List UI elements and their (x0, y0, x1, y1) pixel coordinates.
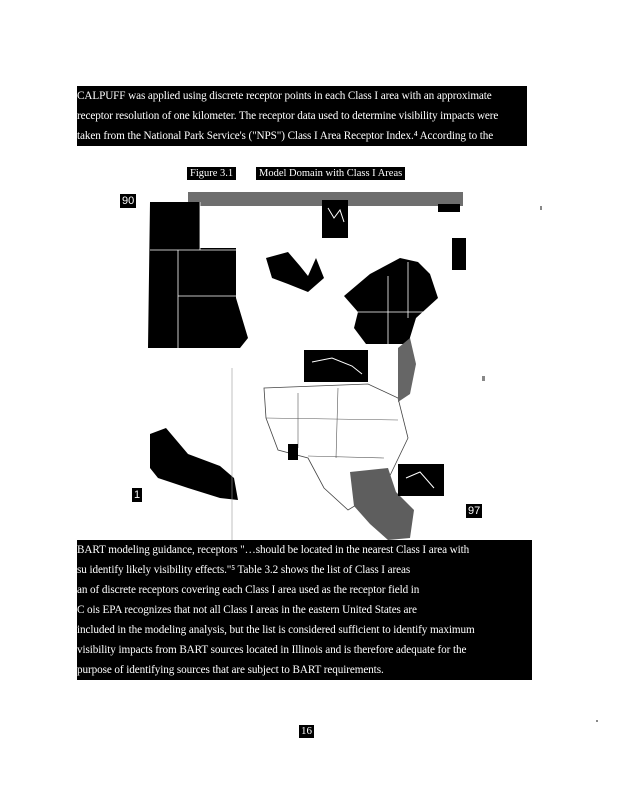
scan-speck (540, 206, 542, 210)
scan-speck (482, 376, 485, 381)
appalachian-region (398, 338, 416, 402)
top-paragraph-line: taken from the National Park Service's ("NPS") Class I Area Receptor Index.⁴ According to the (77, 130, 494, 142)
top-paragraph (77, 86, 527, 146)
bottom-paragraph-line: purpose of identifying sources that are subject to BART requirements. (77, 664, 384, 676)
map-label-bottom-right: 97 (468, 505, 481, 517)
west-states-block (148, 202, 248, 348)
bottom-paragraph-line: su identify likely visibility effects."⁵ Table 3.2 shows the list of Class I areas (77, 564, 411, 576)
map-label-bottom-left: 1 (134, 489, 141, 501)
small-marker-box (288, 444, 298, 460)
model-domain-map (122, 188, 481, 540)
page-number: 16 (301, 725, 312, 737)
inset-box-middle (304, 350, 368, 382)
bottom-paragraph (77, 540, 532, 680)
east-edge-block (452, 238, 466, 270)
inset-box-top (322, 200, 348, 238)
figure-caption-text: Model Domain with Class I Areas (256, 167, 405, 180)
inset-box-topright (438, 204, 460, 212)
map-label-top-left: 90 (122, 195, 135, 207)
top-paragraph-line: receptor resolution of one kilometer. The receptor data used to determine visibility impacts were (77, 110, 499, 122)
figure-caption-number: Figure 3.1 (187, 167, 236, 180)
top-paragraph-line: CALPUFF was applied using discrete receptor points in each Class I area with an approximate (77, 90, 492, 102)
bottom-paragraph-line: BART modeling guidance, receptors "…should be located in the nearest Class I area with (77, 544, 470, 556)
inset-box-bottomright (398, 464, 444, 496)
northeast-block (344, 258, 438, 344)
bottom-paragraph-line: C ois EPA recognizes that not all Class I areas in the eastern United States are (77, 604, 417, 616)
bottom-paragraph-line: included in the modeling analysis, but the list is considered sufficient to identify maximum (77, 624, 475, 636)
southwest-block (150, 428, 238, 500)
scan-speck (596, 720, 598, 722)
bottom-paragraph-line: an of discrete receptors covering each Class I area used as the receptor field in (77, 584, 420, 596)
map-graphic (148, 188, 466, 540)
bottom-paragraph-line: visibility impacts from BART sources located in Illinois and is therefore adequate for the (77, 644, 467, 656)
great-lakes (266, 252, 324, 292)
